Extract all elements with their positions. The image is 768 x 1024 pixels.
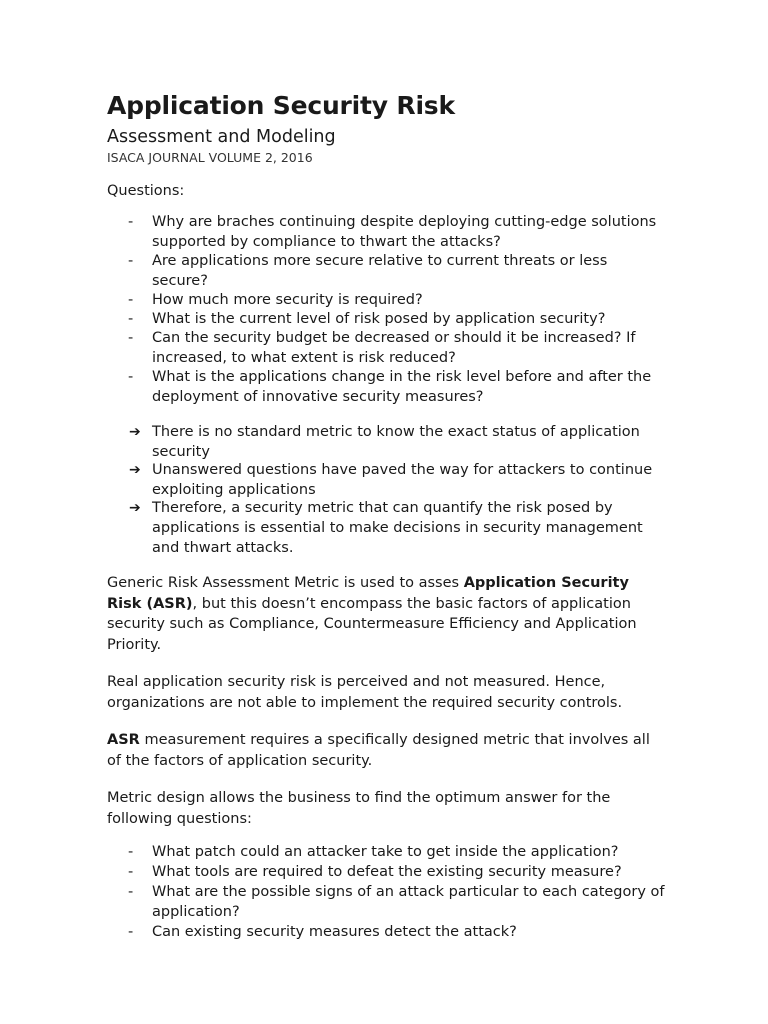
list-item bbox=[107, 862, 667, 882]
paragraph-asr-metric bbox=[107, 730, 667, 771]
list-item-text: What are the possible signs of an attack particular to each category of application? bbox=[152, 884, 665, 920]
list-item-text: Can existing security measures detect the attack? bbox=[152, 924, 517, 940]
paragraph-asr-intro bbox=[107, 573, 667, 655]
arrow-right-icon: ➔ bbox=[129, 424, 141, 440]
list-item bbox=[107, 498, 667, 558]
dash-bullet: - bbox=[128, 292, 134, 308]
dash-bullet: - bbox=[128, 924, 134, 940]
journal-citation: ISACA JOURNAL VOLUME 2, 2016 bbox=[107, 150, 313, 165]
dash-bullet: - bbox=[128, 330, 134, 346]
list-item-text: Can the security budget be decreased or should it be increased? If increased, to what extent is risk reduced? bbox=[152, 330, 636, 366]
list-item-text: What patch could an attacker take to get inside the application? bbox=[152, 844, 619, 860]
document-title: Application Security Risk bbox=[107, 91, 455, 120]
arrow-right-icon: ➔ bbox=[129, 500, 141, 516]
list-item bbox=[107, 290, 667, 310]
document-page bbox=[107, 88, 667, 942]
bold-term: Application Security Risk (ASR) bbox=[107, 575, 629, 612]
list-item-text: Unanswered questions have paved the way for attackers to continue exploiting applications bbox=[152, 462, 653, 498]
dash-bullet: - bbox=[128, 214, 134, 230]
list-item bbox=[107, 882, 667, 922]
dash-bullet: - bbox=[128, 864, 134, 880]
key-points-list bbox=[107, 422, 667, 558]
list-item bbox=[107, 842, 667, 862]
list-item bbox=[107, 309, 667, 329]
dash-bullet: - bbox=[128, 844, 134, 860]
list-item-text: There is no standard metric to know the exact status of application security bbox=[152, 424, 640, 460]
dash-bullet: - bbox=[128, 369, 134, 385]
list-item bbox=[107, 922, 667, 942]
bold-term: ASR bbox=[107, 732, 140, 748]
dash-bullet: - bbox=[128, 311, 134, 327]
list-item-text: Therefore, a security metric that can quantify the risk posed by applications is essential to make decisions in security management and thwart attacks. bbox=[152, 500, 643, 556]
paragraph-text: measurement requires a specifically designed metric that involves all of the factors of application security. bbox=[107, 732, 650, 769]
list-item bbox=[107, 328, 667, 368]
paragraph-metric-design: Metric design allows the business to find the optimum answer for the following questions: bbox=[107, 790, 611, 827]
questions-list-2 bbox=[107, 842, 667, 942]
list-item-text: What is the current level of risk posed by application security? bbox=[152, 311, 606, 327]
paragraph-text: , but this doesn’t encompass the basic factors of application security such as Compliance, Countermeasure Efficiency and Application Priority. bbox=[107, 595, 637, 653]
list-item bbox=[107, 212, 667, 252]
list-item bbox=[107, 367, 667, 407]
list-item-text: Why are braches continuing despite deploying cutting-edge solutions supported by compliance to thwart the attacks? bbox=[152, 214, 657, 250]
arrow-right-icon: ➔ bbox=[129, 462, 141, 478]
list-item bbox=[107, 251, 667, 291]
list-item-text: Are applications more secure relative to current threats or less secure? bbox=[152, 253, 608, 289]
list-item-text: What tools are required to defeat the existing security measure? bbox=[152, 864, 622, 880]
list-item-text: How much more security is required? bbox=[152, 292, 423, 308]
dash-bullet: - bbox=[128, 884, 134, 900]
list-item-text: What is the applications change in the risk level before and after the deployment of innovative security measures? bbox=[152, 369, 652, 405]
paragraph-perceived-risk: Real application security risk is perceived and not measured. Hence, organizations are not able to implement the required security controls. bbox=[107, 674, 623, 711]
questions-list bbox=[107, 212, 667, 407]
list-item bbox=[107, 422, 667, 462]
questions-heading: Questions: bbox=[107, 183, 185, 199]
list-item bbox=[107, 460, 667, 500]
dash-bullet: - bbox=[128, 253, 134, 269]
document-subtitle: Assessment and Modeling bbox=[107, 127, 336, 147]
paragraph-text: Generic Risk Assessment Metric is used to asses bbox=[107, 575, 464, 591]
